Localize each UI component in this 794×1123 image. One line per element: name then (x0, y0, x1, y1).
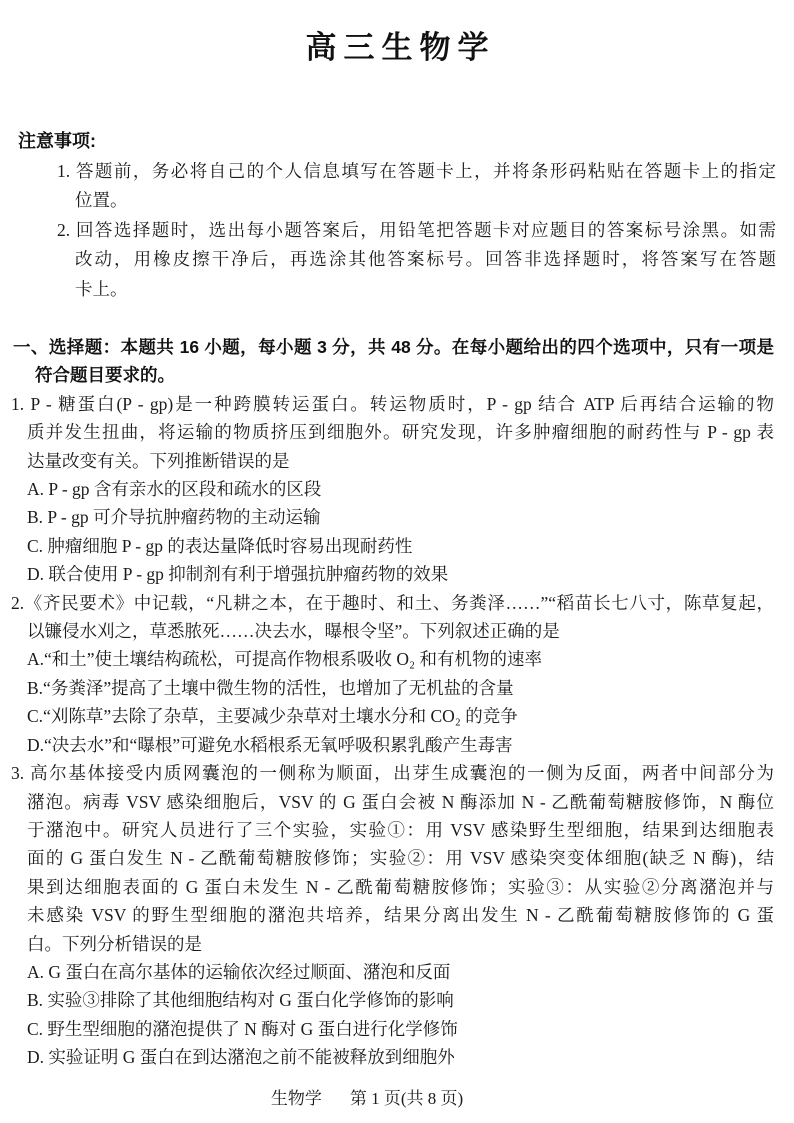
question-1-option-b: B. P - gp 可介导抗肿瘤药物的主动运输 (27, 507, 321, 528)
question-3-stem-line-7: 白。下列分析错误的是 (27, 933, 202, 954)
question-3-option-c: C. 野生型细胞的潴泡提供了 N 酶对 G 蛋白进行化学修饰 (27, 1018, 458, 1039)
question-2-option-a: A.“和土”使土壤结构疏松，可提高作物根系吸收 O₂ 和有机物的速率 (27, 649, 543, 670)
question-2-stem-line-1: 2.《齐民要术》中记载，“凡耕之本，在于趣时、和土、务粪泽……”“稻苗长七八寸，陈草复起， (11, 592, 774, 613)
question-3-stem-line-1: 3. 高尔基体接受内质网囊泡的一侧称为顺面，出芽生成囊泡的一侧为反面，两者中间部分为 (11, 763, 774, 784)
footer-page-number: 第 1 页(共 8 页) (349, 1089, 464, 1108)
question-3-stem-line-5: 果到达细胞表面的 G 蛋白未发生 N - 乙酰葡萄糖胺修饰；实验③：从实验②分离潴泡并与 (27, 876, 774, 897)
question-1-stem-line-3: 达量改变有关。下列推断错误的是 (27, 450, 290, 471)
question-3-option-b: B. 实验③排除了其他细胞结构对 G 蛋白化学修饰的影响 (27, 990, 454, 1011)
page-footer (0, 1084, 764, 1109)
question-1 (11, 390, 774, 589)
question-3-stem-line-2: 潴泡。病毒 VSV 感染细胞后，VSV 的 G 蛋白会被 N 酶添加 N - 乙酰葡萄糖胺修饰，N 酶位 (27, 791, 774, 812)
question-3-stem-line-3: 于潴泡中。研究人员进行了三个实验，实验①：用 VSV 感染野生型细胞，结果到达细胞表 (27, 819, 774, 840)
question-2-stem-line-2: 以镰侵水刈之，草悉脓死……决去水，曝根令坚”。下列叙述正确的是 (27, 621, 560, 642)
question-1-stem-line-2: 质并发生扭曲，将运输的物质挤压到细胞外。研究发现，许多肿瘤细胞的耐药性与 P - gp 表 (27, 422, 774, 443)
question-3-option-a: A. G 蛋白在高尔基体的运输依次经过顺面、潴泡和反面 (27, 961, 451, 982)
question-3 (11, 759, 774, 1071)
question-2 (11, 589, 774, 759)
question-1-option-d: D. 联合使用 P - gp 抑制剂有利于增强抗肿瘤药物的效果 (27, 564, 449, 585)
notice-heading: 注意事项: (18, 131, 96, 151)
section-heading-line-2: 符合题目要求的。 (35, 365, 175, 386)
question-2-option-d: D.“决去水”和“曝根”可避免水稻根系无氧呼吸积累乳酸产生毒害 (27, 734, 513, 755)
section-heading-line-1: 一、选择题：本题共 16 小题，每小题 3 分，共 48 分。在每小题给出的四个选项中，只有一项是 (13, 337, 774, 357)
page-title: 高三生物学 (305, 30, 496, 65)
notice-section (18, 127, 776, 304)
main-content (11, 333, 774, 1072)
notice-item-2-line-1: 2. 回答选择题时，选出每小题答案后，用铅笔把答题卡对应题目的答案标号涂黑。如需 (57, 219, 776, 240)
question-2-option-c: C.“刈陈草”去除了杂草，主要减少杂草对土壤水分和 CO₂ 的竞争 (27, 706, 518, 727)
notice-item-1-line-2: 位置。 (75, 190, 128, 210)
notice-item-2-line-3: 卡上。 (75, 278, 128, 299)
question-3-stem-line-4: 面的 G 蛋白发生 N - 乙酰葡萄糖胺修饰；实验②：用 VSV 感染突变体细胞(缺乏 N 酶)，结 (27, 848, 774, 869)
notice-item-2-line-2: 改动，用橡皮擦干净后，再选涂其他答案标号。回答非选择题时，将答案写在答题 (75, 249, 776, 269)
question-3-stem-line-6: 未感染 VSV 的野生型细胞的潴泡共培养，结果分离出发生 N - 乙酰葡萄糖胺修饰的 G 蛋 (27, 905, 774, 926)
question-1-option-a: A. P - gp 含有亲水的区段和疏水的区段 (27, 479, 322, 500)
question-3-option-d: D. 实验证明 G 蛋白在到达潴泡之前不能被释放到细胞外 (27, 1047, 455, 1068)
question-1-stem-line-1: 1. P - 糖蛋白(P - gp)是一种跨膜转运蛋白。转运物质时，P - gp 结合 ATP 后再结合运输的物 (11, 393, 774, 414)
footer-subject: 生物学 (270, 1089, 322, 1108)
question-1-option-c: C. 肿瘤细胞 P - gp 的表达量降低时容易出现耐药性 (27, 535, 413, 556)
notice-item-1-line-1: 1. 答题前，务必将自己的个人信息填写在答题卡上，并将条形码粘贴在答题卡上的指定 (57, 160, 776, 181)
question-2-option-b: B.“务粪泽”提高了土壤中微生物的活性，也增加了无机盐的含量 (27, 677, 514, 698)
